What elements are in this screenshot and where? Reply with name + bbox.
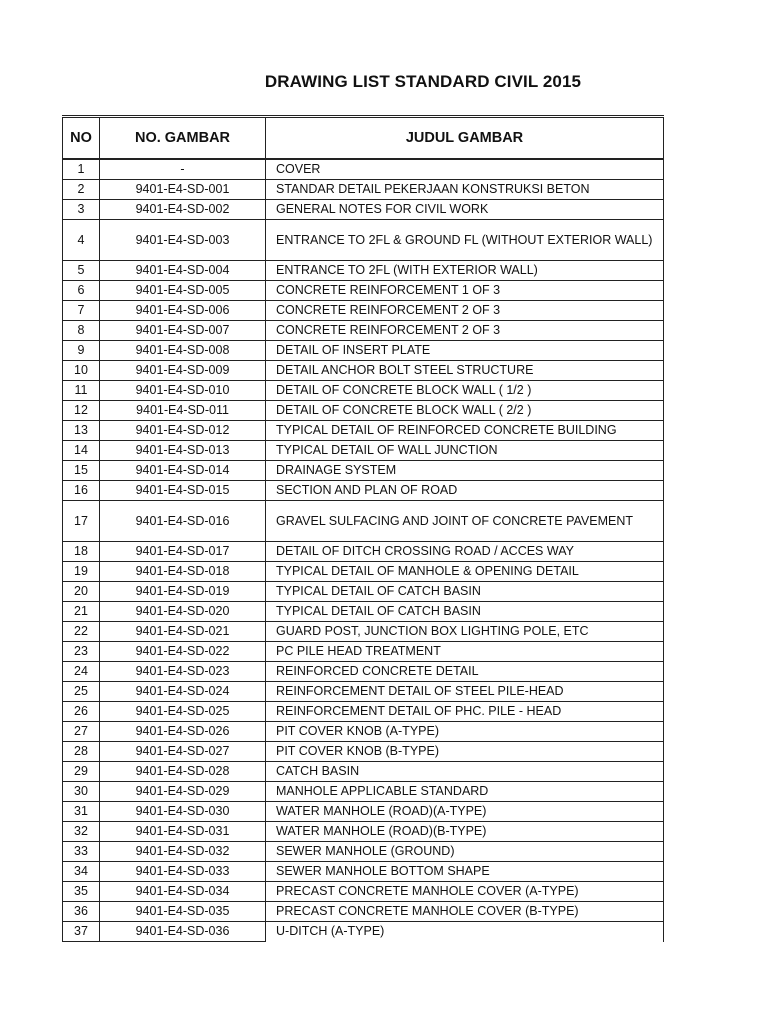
table-row [63, 742, 664, 762]
table-row [63, 341, 664, 361]
drawing-title-cell: CONCRETE REINFORCEMENT 2 OF 3 [266, 301, 664, 321]
drawing-title-cell: ENTRANCE TO 2FL (WITH EXTERIOR WALL) [266, 261, 664, 281]
row-number-cell: 31 [63, 802, 100, 822]
drawing-title-cell: DETAIL OF CONCRETE BLOCK WALL ( 1/2 ) [266, 381, 664, 401]
drawing-title-cell: SEWER MANHOLE (GROUND) [266, 842, 664, 862]
row-number-cell: 28 [63, 742, 100, 762]
row-number-cell: 18 [63, 542, 100, 562]
table-row [63, 762, 664, 782]
drawing-number-cell: 9401-E4-SD-019 [100, 582, 266, 602]
drawing-number-cell: 9401-E4-SD-020 [100, 602, 266, 622]
table-row [63, 542, 664, 562]
row-number-cell: 26 [63, 702, 100, 722]
row-number-cell: 8 [63, 321, 100, 341]
row-number-cell: 14 [63, 441, 100, 461]
drawing-number-cell: 9401-E4-SD-034 [100, 882, 266, 902]
table-row [63, 882, 664, 902]
drawing-title-cell: COVER [266, 159, 664, 180]
table-row [63, 200, 664, 220]
row-number-cell: 5 [63, 261, 100, 281]
table-row [63, 842, 664, 862]
drawing-title-cell: PIT COVER KNOB (B-TYPE) [266, 742, 664, 762]
header-drawing-number: NO. GAMBAR [100, 117, 266, 160]
row-number-cell: 33 [63, 842, 100, 862]
drawing-number-cell: 9401-E4-SD-035 [100, 902, 266, 922]
drawing-number-cell: 9401-E4-SD-022 [100, 642, 266, 662]
table-row [63, 782, 664, 802]
table-row [63, 802, 664, 822]
row-number-cell: 29 [63, 762, 100, 782]
row-number-cell: 25 [63, 682, 100, 702]
drawing-title-cell: GUARD POST, JUNCTION BOX LIGHTING POLE, ETC [266, 622, 664, 642]
drawing-number-cell: 9401-E4-SD-027 [100, 742, 266, 762]
row-number-cell: 15 [63, 461, 100, 481]
drawing-title-cell: TYPICAL DETAIL OF CATCH BASIN [266, 602, 664, 622]
row-number-cell: 24 [63, 662, 100, 682]
table-row [63, 662, 664, 682]
row-number-cell: 22 [63, 622, 100, 642]
row-number-cell: 2 [63, 180, 100, 200]
drawing-title-cell: REINFORCEMENT DETAIL OF PHC. PILE - HEAD [266, 702, 664, 722]
row-number-cell: 10 [63, 361, 100, 381]
drawing-title-cell: DETAIL OF CONCRETE BLOCK WALL ( 2/2 ) [266, 401, 664, 421]
drawing-number-cell: 9401-E4-SD-005 [100, 281, 266, 301]
drawing-number-cell: 9401-E4-SD-016 [100, 501, 266, 542]
table-row [63, 301, 664, 321]
table-row [63, 381, 664, 401]
drawing-number-cell: 9401-E4-SD-003 [100, 220, 266, 261]
drawing-number-cell: 9401-E4-SD-010 [100, 381, 266, 401]
drawing-title-cell: U-DITCH (A-TYPE) [266, 922, 664, 942]
drawing-title-cell: WATER MANHOLE (ROAD)(A-TYPE) [266, 802, 664, 822]
drawing-number-cell: 9401-E4-SD-011 [100, 401, 266, 421]
table-row [63, 902, 664, 922]
drawing-title-cell: GENERAL NOTES FOR CIVIL WORK [266, 200, 664, 220]
row-number-cell: 37 [63, 922, 100, 942]
drawing-number-cell: 9401-E4-SD-009 [100, 361, 266, 381]
drawing-title-cell: PRECAST CONCRETE MANHOLE COVER (A-TYPE) [266, 882, 664, 902]
header-no: NO [63, 117, 100, 160]
row-number-cell: 12 [63, 401, 100, 421]
drawing-number-cell: 9401-E4-SD-036 [100, 922, 266, 942]
row-number-cell: 21 [63, 602, 100, 622]
table-row [63, 481, 664, 501]
table-row [63, 622, 664, 642]
table-row [63, 361, 664, 381]
drawing-number-cell: 9401-E4-SD-007 [100, 321, 266, 341]
drawing-number-cell: 9401-E4-SD-017 [100, 542, 266, 562]
table-row [63, 822, 664, 842]
drawing-number-cell: 9401-E4-SD-006 [100, 301, 266, 321]
table-row [63, 642, 664, 662]
drawing-number-cell: 9401-E4-SD-023 [100, 662, 266, 682]
table-body [63, 159, 664, 942]
drawing-number-cell: 9401-E4-SD-029 [100, 782, 266, 802]
drawing-title-cell: STANDAR DETAIL PEKERJAAN KONSTRUKSI BETON [266, 180, 664, 200]
row-number-cell: 35 [63, 882, 100, 902]
row-number-cell: 7 [63, 301, 100, 321]
drawing-number-cell: 9401-E4-SD-024 [100, 682, 266, 702]
table-row [63, 562, 664, 582]
table-row [63, 582, 664, 602]
drawing-title-cell: TYPICAL DETAIL OF MANHOLE & OPENING DETAIL [266, 562, 664, 582]
drawing-number-cell: 9401-E4-SD-013 [100, 441, 266, 461]
table-row [63, 461, 664, 481]
drawing-title-cell: WATER MANHOLE (ROAD)(B-TYPE) [266, 822, 664, 842]
drawing-number-cell: 9401-E4-SD-004 [100, 261, 266, 281]
table-row [63, 602, 664, 622]
drawing-number-cell: 9401-E4-SD-001 [100, 180, 266, 200]
drawing-number-cell: 9401-E4-SD-028 [100, 762, 266, 782]
drawing-title-cell: SEWER MANHOLE BOTTOM SHAPE [266, 862, 664, 882]
row-number-cell: 36 [63, 902, 100, 922]
drawing-number-cell: 9401-E4-SD-002 [100, 200, 266, 220]
drawing-number-cell: 9401-E4-SD-018 [100, 562, 266, 582]
drawing-title-cell: TYPICAL DETAIL OF REINFORCED CONCRETE BUILDING [266, 421, 664, 441]
drawing-title-cell: TYPICAL DETAIL OF WALL JUNCTION [266, 441, 664, 461]
drawing-number-cell: 9401-E4-SD-033 [100, 862, 266, 882]
row-number-cell: 17 [63, 501, 100, 542]
drawing-title-cell: PC PILE HEAD TREATMENT [266, 642, 664, 662]
header-drawing-title: JUDUL GAMBAR [266, 117, 664, 160]
row-number-cell: 23 [63, 642, 100, 662]
drawing-title-cell: TYPICAL DETAIL OF CATCH BASIN [266, 582, 664, 602]
drawing-title-cell: MANHOLE APPLICABLE STANDARD [266, 782, 664, 802]
table-row [63, 159, 664, 180]
drawing-number-cell: 9401-E4-SD-032 [100, 842, 266, 862]
row-number-cell: 20 [63, 582, 100, 602]
row-number-cell: 16 [63, 481, 100, 501]
drawing-title-cell: DRAINAGE SYSTEM [266, 461, 664, 481]
table-header-row [63, 117, 664, 160]
row-number-cell: 3 [63, 200, 100, 220]
row-number-cell: 11 [63, 381, 100, 401]
document-title: DRAWING LIST STANDARD CIVIL 2015 [264, 72, 582, 91]
row-number-cell: 19 [63, 562, 100, 582]
table-row [63, 441, 664, 461]
table-row [63, 682, 664, 702]
table-row [63, 281, 664, 301]
drawing-number-cell: 9401-E4-SD-008 [100, 341, 266, 361]
row-number-cell: 1 [63, 159, 100, 180]
drawing-title-cell: ENTRANCE TO 2FL & GROUND FL (WITHOUT EXTERIOR WALL) [266, 220, 664, 261]
drawing-number-cell: 9401-E4-SD-021 [100, 622, 266, 642]
drawing-number-cell: 9401-E4-SD-031 [100, 822, 266, 842]
drawing-number-cell: 9401-E4-SD-025 [100, 702, 266, 722]
row-number-cell: 6 [63, 281, 100, 301]
table-row [63, 702, 664, 722]
drawing-title-cell: PIT COVER KNOB (A-TYPE) [266, 722, 664, 742]
drawing-title-cell: SECTION AND PLAN OF ROAD [266, 481, 664, 501]
drawing-title-cell: CATCH BASIN [266, 762, 664, 782]
table-row [63, 722, 664, 742]
row-number-cell: 34 [63, 862, 100, 882]
drawing-number-cell: 9401-E4-SD-015 [100, 481, 266, 501]
drawing-title-cell: DETAIL ANCHOR BOLT STEEL STRUCTURE [266, 361, 664, 381]
table-row [63, 321, 664, 341]
table-row [63, 401, 664, 421]
table-row [63, 862, 664, 882]
drawing-title-cell: DETAIL OF INSERT PLATE [266, 341, 664, 361]
row-number-cell: 32 [63, 822, 100, 842]
row-number-cell: 9 [63, 341, 100, 361]
drawing-title-cell: GRAVEL SULFACING AND JOINT OF CONCRETE PAVEMENT [266, 501, 664, 542]
drawing-title-cell: CONCRETE REINFORCEMENT 1 OF 3 [266, 281, 664, 301]
row-number-cell: 30 [63, 782, 100, 802]
row-number-cell: 27 [63, 722, 100, 742]
drawing-title-cell: REINFORCEMENT DETAIL OF STEEL PILE-HEAD [266, 682, 664, 702]
table-row [63, 501, 664, 542]
drawing-number-cell: 9401-E4-SD-026 [100, 722, 266, 742]
table-row [63, 922, 664, 942]
row-number-cell: 4 [63, 220, 100, 261]
table-row [63, 180, 664, 200]
drawing-number-cell: - [100, 159, 266, 180]
table-row [63, 220, 664, 261]
table-row [63, 421, 664, 441]
drawing-list-table [62, 115, 664, 942]
drawing-title-cell: PRECAST CONCRETE MANHOLE COVER (B-TYPE) [266, 902, 664, 922]
row-number-cell: 13 [63, 421, 100, 441]
drawing-number-cell: 9401-E4-SD-014 [100, 461, 266, 481]
table-row [63, 261, 664, 281]
drawing-number-cell: 9401-E4-SD-012 [100, 421, 266, 441]
drawing-title-cell: CONCRETE REINFORCEMENT 2 OF 3 [266, 321, 664, 341]
drawing-number-cell: 9401-E4-SD-030 [100, 802, 266, 822]
drawing-title-cell: REINFORCED CONCRETE DETAIL [266, 662, 664, 682]
drawing-title-cell: DETAIL OF DITCH CROSSING ROAD / ACCES WAY [266, 542, 664, 562]
